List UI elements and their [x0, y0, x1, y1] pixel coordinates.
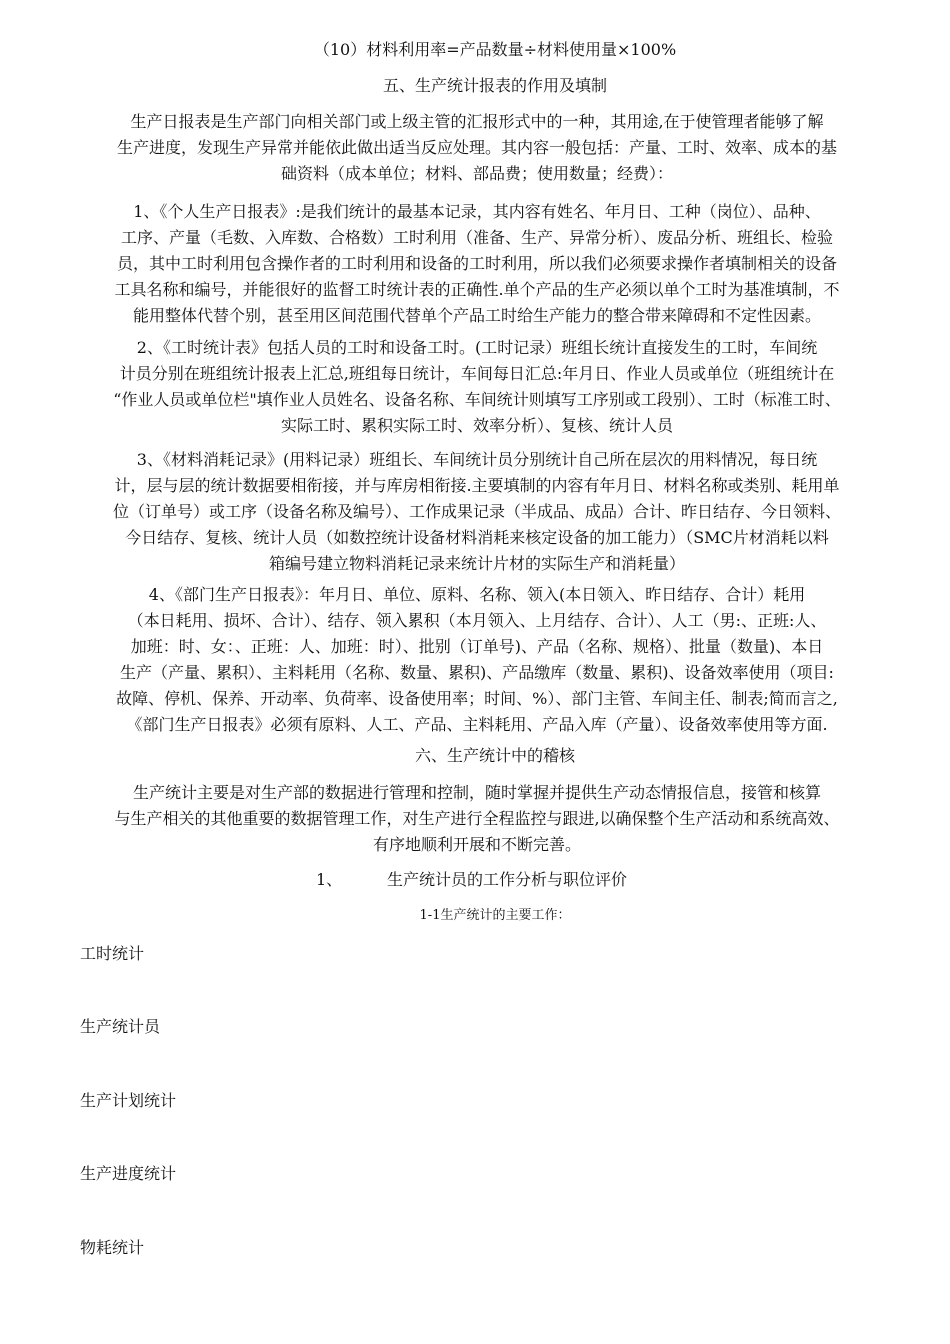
item3-paragraph: 3、《材料消耗记录》(用料记录）班组长、车间统计员分别统计自己所在层次的用料情况，每日统 计，层与层的统计数据要相衔接，并与库房相衔接.主要填制的内容有年月日、材料名称或类别、耗用单 位（订单号）或工序（设备名称及编号）、工作成果记录（半成品、成品）合计、昨日结存、今日领料、 今日结存、复核、统计人员（如数控统计设备材料消耗来核定设备的加工能力）（SMC片材消耗以料 箱编号建立物料消耗记录来统计片材的实际生产和消耗量） [112, 450, 841, 573]
list-item: 生产计划统计 [80, 1091, 177, 1110]
section6-paragraph: 生产统计主要是对生产部的数据进行管理和控制，随时掌握并提供生产动态情报信息，接管和核算 与生产相关的其他重要的数据管理工作，对生产进行全程监控与跟进,以确保整个生产活动和系统高效、 有序地顺利开展和不断完善。 [114, 783, 840, 854]
formula-line [0, 37, 950, 63]
section6-title: 六、生产统计中的稽核 [414, 746, 575, 765]
list-item: 物耗统计 [80, 1238, 145, 1257]
subheading-1 [0, 867, 950, 893]
item2-paragraph: 2、《工时统计表》包括人员的工时和设备工时。(工时记录）班组长统计直接发生的工时，车间统 计员分别在班组统计报表上汇总,班组每日统计，车间每日汇总:年月日、作业人员或单位（班组统计在 “作业人员或单位栏"填作业人员姓名、设备名称、车间统计则填写工序别或工段别）、工时（标准工时、 实际工时、累积实际工时、效率分析）、复核、统计人员 [113, 338, 841, 435]
list-item: 生产进度统计 [80, 1164, 177, 1183]
list-item: 生产统计员 [80, 1017, 161, 1036]
item4-paragraph: 4、《部门生产日报表》：年月日、单位、原料、名称、领入(本日领入、昨日结存、合计）耗用 （本日耗用、损坏、合计）、结存、领入累积（本月领入、上月结存、合计）、人工（男:、正班:人、 加班：时、女：、正班：人、加班：时）、批别（订单号)、产品（名称、规格）、批量（数量)、本日 生产（产量、累积）、主料耗用（名称、数量、累积)、产品缴库（数量、累积)、设备效率使用（项目: 故障、停机、保养、开动率、负荷率、设备使用率；时间、%）、部门主管、车间主任、制表;简而言之, 《部门生产日报表》必须有原料、人工、产品、主料耗用、产品入库（产量）、设备效率使用等方面. [116, 585, 838, 734]
list-item: 工时统计 [80, 944, 145, 963]
formula-text: （10）材料利用率=产品数量÷材料使用量×100% [313, 40, 677, 59]
subheading-title: 生产统计员的工作分析与职位评价 [387, 870, 628, 889]
subheading-1-1: 1-1生产统计的主要工作： [419, 908, 571, 923]
intro-paragraph: 生产日报表是生产部门向相关部门或上级主管的汇报形式中的一种，其用途,在于使管理者能够了解 生产进度，发现生产异常并能依此做出适当反应处理。其内容一般包括：产量、工时、效率、成本的基 础资料（成本单位；材料、部品费；使用数量；经费）： [116, 112, 837, 183]
subheading-number: 1、 [316, 870, 343, 889]
item1-paragraph: 1、《个人生产日报表》:是我们统计的最基本记录，其内容有姓名、年月日、工种（岗位）、品种、 工序、产量（毛数、入库数、合格数）工时利用（准备、生产、异常分析）、废品分析、班组长、检验 员，其中工时利用包含操作者的工时利用和设备的工时利用，所以我们必须要求操作者填制相关的设备 工具名称和编号，并能很好的监督工时统计表的正确性.单个产品的生产必须以单个工时为基准填制，不 能用整体代替个别，甚至用区间范围代替单个产品工时给生产能力的整合带来障碍和不定性因素。 [114, 202, 840, 325]
section5-title: 五、生产统计报表的作用及填制 [382, 76, 607, 95]
